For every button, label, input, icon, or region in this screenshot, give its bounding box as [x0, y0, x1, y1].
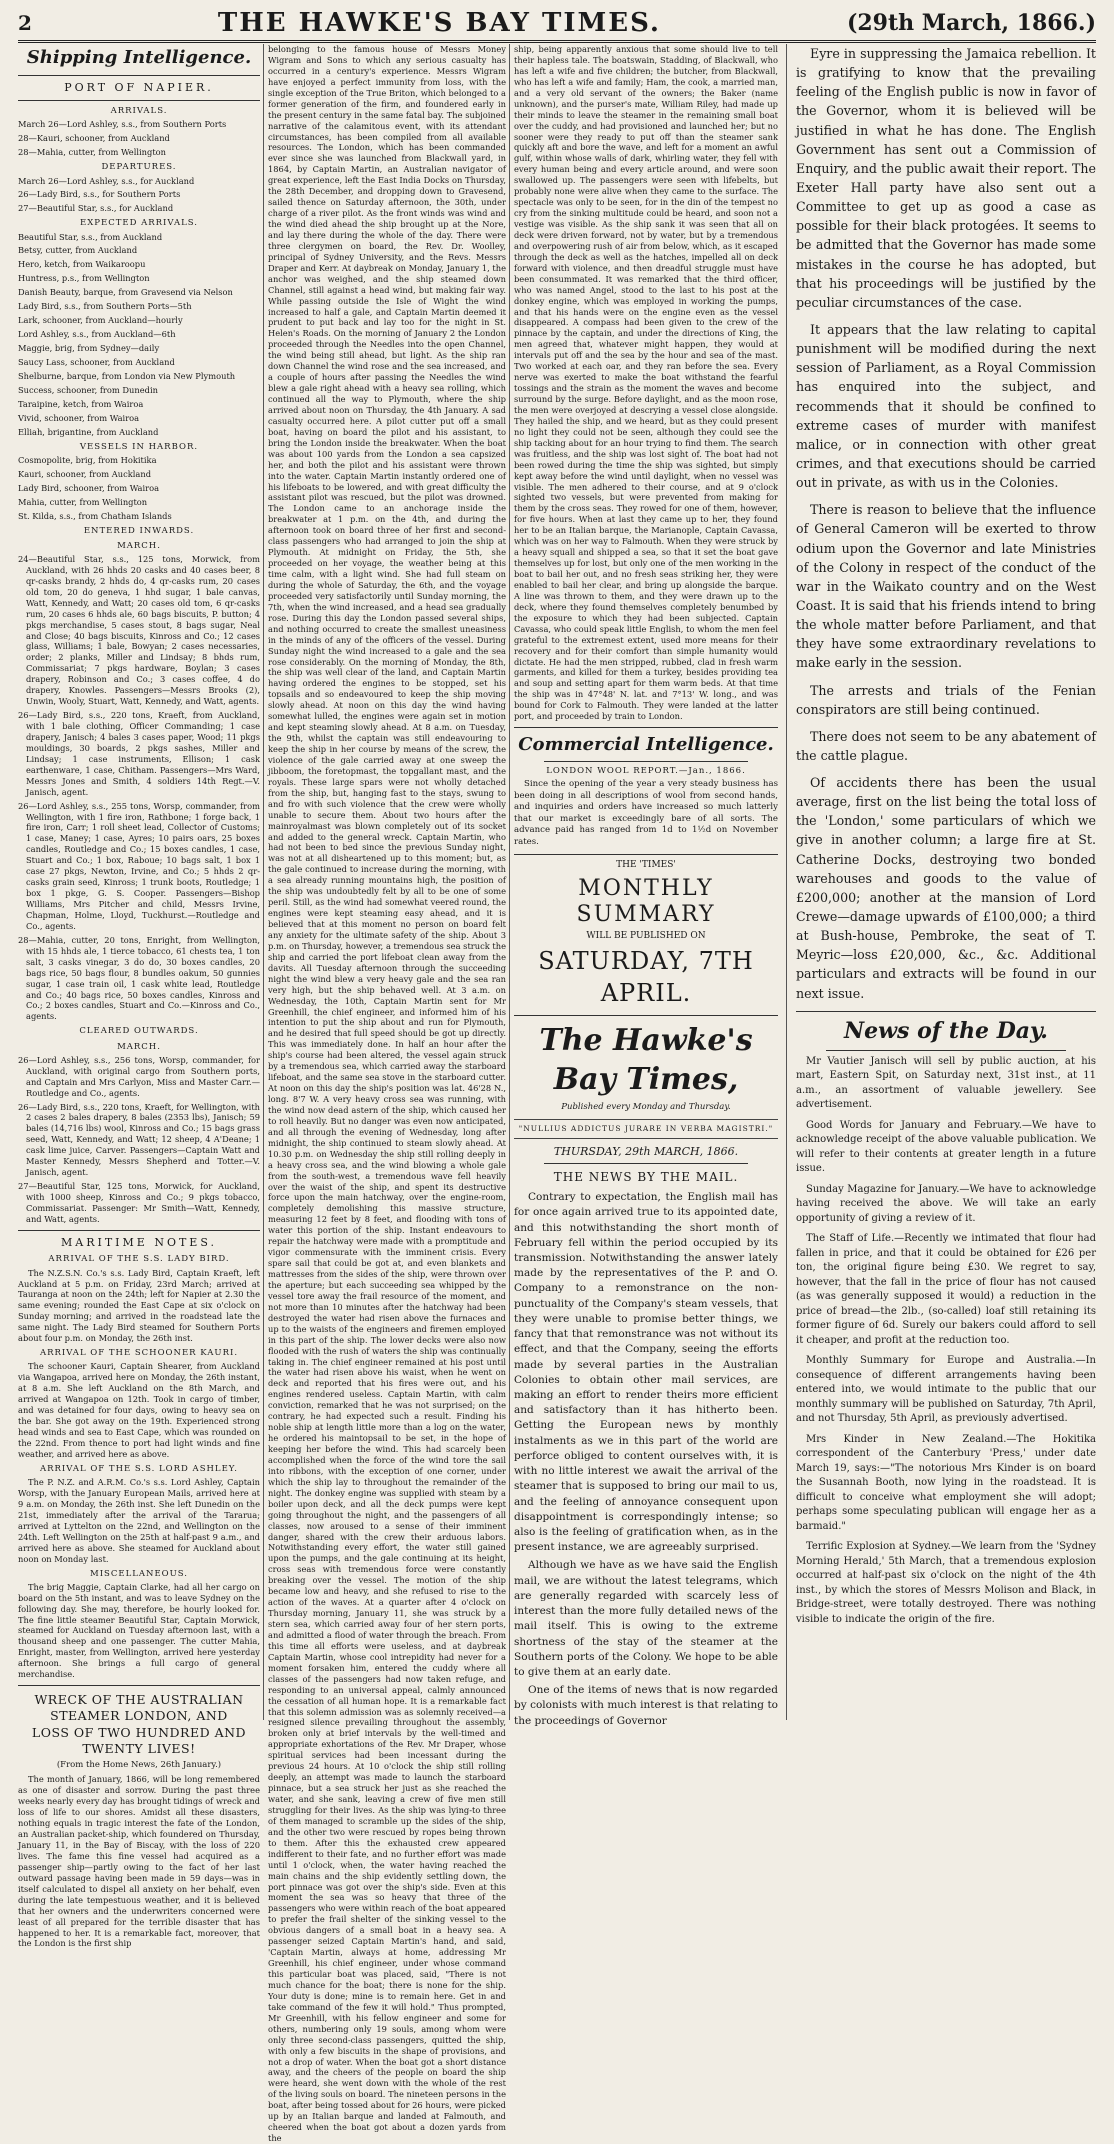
column-editorial	[514, 44, 778, 1727]
divider	[18, 100, 260, 101]
harbor-entry: Mahia, cutter, from Wellington	[18, 496, 148, 507]
divider	[514, 854, 778, 855]
wool-report	[514, 766, 778, 849]
news-item: Mrs Kinder in New Zealand.—The Hokitika correspondent of the Canterbury 'Press,' under date March 19, says:—"The notorious Mrs Kinder is on board the Susannah Booth, now lying in the roadstead. It is difficult to conceive what employment she will adopt; perhaps some speculating publican will engage her as a barmaid."	[796, 1433, 1096, 1532]
column-wreck-continued	[268, 44, 506, 2144]
wreck-continued-text: belonging to the famous house of Messrs Money Wigram and Sons to which any serious casualty has occurred in a century's experience. Messrs Wigram have enjoyed a perfect immunity from loss, with the single exception of the True Briton, which belonged to a former generation of the firm, and foundered early in the present century in the same fatal bay. The subjoined narrative of the calamitous event, with its attendant circumstances, has been compiled from all available resources. The London, which has been commanded ever since she was launched from Blackwall yard, in 1864, by Captain Martin, an Australian navigator of great experience, left the East India Docks on Thursday, the 28th December, and dropping down to Gravesend, sailed thence on Saturday afternoon, the 30th, under charge of a river pilot. As the front winds was wind and the wind died ahead the ship brought up at the Nore, and lay there during the whole of the day. There were three clergymen on board, the Rev. Dr. Woolley, principal of Sydney University, and the Revs. Messrs Draper and Kerr. At daybreak on Monday, January 1, the anchor was weighed, and the ship steamed down Channel, still against a head wind, but making fair way. While passing outside the Isle of Wight the wind increased to half a gale, and Captain Martin deemed it prudent to put back and lay too for the night in St. Helen's Roads. On the morning of January 2 the London proceeded through the Needles into the open Channel, the wind being still ahead, but light. As the ship ran down Channel the wind rose and the sea increased, and a couple of hours after passing the Needles the wind blew a gale right ahead with a heavy sea rolling, which continued all the way to Plymouth, where the ship arrived about noon on Thursday, the 4th January. A sad casualty occurred here. A pilot cutter put off a small boat, having on board the pilot and his assistant, to bring the London inside the breakwater. When the boat was about 100 yards from the London a sea capsized her, and both the pilot and his assistant were thrown into the water. Captain Martin instantly ordered one of his lifeboats to be lowered, and with great difficulty the assistant pilot was rescued, but the pilot was drowned. The London came to an anchorage inside the breakwater at 1 p.m. on the 4th, and during the afternoon took on board three of her first and second-class passengers who had arranged to join the ship at Plymouth. At midnight on Friday, the 5th, she proceeded on her voyage, the weather being at this time calm, with a light wind. She had full steam on during the whole of Saturday, the 6th, and the voyage proceeded very satisfactorily until Sunday morning, the 7th, when the wind increased, and a head sea gradually rose. During this day the London passed several ships, and nothing occurred to create the smallest uneasiness in the minds of any of the officers of the vessel. During Sunday night the wind increased to a gale and the sea rose considerably. On the morning of Monday, the 8th, the ship was well clear of the land, and Captain Martin having ordered the engines to be stopped, set his topsails and so endeavoured to keep the ship moving slowly ahead. At noon on this day the wind having somewhat lulled, the engines were again set in motion and kept steaming slowly ahead. At 8 a.m. on Tuesday, the 9th, whilst the captain was still endeavouring to keep the ship in her course by means of the screw, the violence of the gale carried away at one sweep the jibboom, the foretopmast, the topgallant mast, and the royals. These large spars were not wholly detached from the ship, but, hanging fast to the stays, swung to and fro with such violence that the crew were wholly unable to secure them. About two hours after the mainroyalmast was blown completely out of its socket and added to the general wreck. Captain Martin, who had not been to bed since the previous Sunday night, was not at all disheartened up to this moment; but, as the gale continued to increase during the morning, with a sea already running mountains high, the position of the ship was undoubtedly felt by all to be one of some peril. Still, as the wind had somewhat veered round, the engines were kept steaming easy ahead, and it is believed that at this moment no person on board felt any anxiety for the ultimate safety of the ship. About 3 p.m. on Thursday, however, a tremendous sea struck the ship and carried the port lifeboat clean away from the davits. All Tuesday afternoon through the succeeding night the wind blew a very heavy gale and the sea ran very high, but the ship behaved well. At 3 a.m. on Wednesday, the 10th, Captain Martin sent for Mr Greenhill, the chief engineer, and informed him of his intention to put the ship about and run for Plymouth, and he desired that full speed should be got up directly. This was immediately done. In half an hour after the ship's course had been altered, the vessel again struck by a tremendous sea, which carried away the starboard lifeboat, and the same sea stove in the starboard cutter. At noon on this day the ship's position was lat. 46'28 N., long. 8'7 W. A very heavy cross sea was running, with the wind now dead astern of the ship, which caused her to roll heavily. But no danger was even now anticipated, and all through the evening of Wednesday, long after midnight, the ship continued to steam slowly ahead. At 10.30 p.m. on Wednesday the ship still rolling deeply in a heavy cross sea, and the wind blowing a whole gale from the south-west, a tremendous wave fell heavily over the waist of the ship, and spent its destructive force upon the main hatchway, over the engine-room, completely demolishing this massive structure, measuring 12 feet by 8 feet, and flooding with tons of water this portion of the ship. Instant endeavours to repair the hatchway were made with a promptitude and vigor commensurate with the imminent crisis. Every spare sail that could be got at, and even blankets and mattresses from the sides of the ship, were thrown over the aperture; but each succeeding sea whipped by the vessel tore away the frail resource of the moment, and not more than 10 minutes after the hatchway had been destroyed the water had risen above the furnaces and up to the waists of the engineers and firemen employed in this part of the ship. The lower decks were also now flooded with the rush of waters the ship was continually taking in. The chief engineer remained at his post until the water had risen above his waist, when he went on deck and reported that his fires were out, and his engines rendered useless. Captain Martin, with calm conviction, remarked that he was not surprised; on the contrary, he had expected such a result. Finding his noble ship at length little more than a log on the water, he ordered his maintopsail to be set, in the hope of keeping her before the wind. This had scarcely been accomplished when the force of the wind tore the sail into ribbons, with the exception of one corner, under which the ship lay to throughout the remainder of the night. The donkey engine was supplied with steam by a boiler upon deck, and all the deck pumps were kept going throughout the night, and the passengers of all classes, now aroused to a sense of their imminent danger, shared with the crew their arduous labors. Notwithstanding every effort, the water still gained upon the pumps, and the gale continuing at its height, cross seas with tremendous force were constantly breaking over the vessel. The motion of the ship became low and heavy, and she refused to rise to the action of the waves. At a quarter after 4 o'clock on Thursday morning, January 11, she was struck by a stern sea, which carried away four of her stern ports, and admitted a flood of water through the breach. From this time all efforts were useless, and at daybreak Captain Martin, whose cool intrepidity had never for a moment forsaken him, entered the cuddy where all classes of the passengers had now taken refuge, and responding to an universal appeal, calmly announced the cessation of all human hope. It is a remarkable fact that this solemn admission was as solemnly received—a resigned silence prevailing throughout the assembly, broken only at brief intervals by the well-timed and appropriate exhortations of the Rev. Mr Draper, whose spiritual services had been incessant during the previous 24 hours. At 10 o'clock the ship still rolling deeply, an attempt was made to launch the starboard pinnace, but a sea struck her just as she reached the water, and she sank, leaving a crew of five men still struggling for their lives. As the ship was lying-to three of them managed to scramble up the sides of the ship, and the other two were rescued by ropes being thrown to them. After this the exhausted crew appeared indifferent to their fate, and no further effort was made until 1 o'clock, when, the water having reached the main chains and the ship evidently settling down, the port pinnace was got over the ship's side. Even at this moment the sea was so heavy that three of the passengers who were within reach of the boat appeared to prefer the frail shelter of the sinking vessel to the obvious dangers of a small boat in a heavy sea. A passenger seized Captain Martin's hand, and said, 'Captain Martin, always at home, addressing Mr Greenhill, his chief engineer, under whose command this particular boat was placed, said, "There is not much chance for the boat; there is none for the ship. Your duty is done; mine is to remain here. Get in and take command of the few it will hold." Thus prompted, Mr Greenhill, with his fellow engineer and some for others, numbering only 19 souls, among whom were only three second-class passengers, quitted the ship, with only a few biscuits in the shape of provisions, and not a drop of water. When the boat got a short distance away, and the cheers of the people on board the ship were heard, she went down with the whole of the rest of the living souls on board. The nineteen persons in the boat, after being tossed about for 26 hours, were picked up by an Italian barque and landed at Falmouth, and cheered when the boat got about a dozen yards from the	[268, 44, 506, 2144]
shipping-heading: Shipping Intelligence.	[26, 47, 252, 68]
expected-entry: Vivid, schooner, from Wairoa	[18, 412, 140, 423]
leader-paragraph: The arrests and trials of the Fenian conspirators are still being continued.	[796, 682, 1096, 717]
port-heading: PORT OF NAPIER.	[64, 80, 214, 94]
editorial-dateline: THURSDAY, 29th MARCH, 1866.	[553, 1144, 739, 1158]
arrival-entry: 28—Mahia, cutter, from Wellington	[18, 147, 166, 158]
lady-bird-text: The N.Z.S.N. Co.'s s.s. Lady Bird, Captain Kraeft, left Auckland at 5 p.m. on Friday, 23rd March; arrived at Tauranga at noon on the 24th; left for Napier at 2.30 the same evening; rounded the East Cape at six o'clock on Sunday morning; and arrived in the roadstead late the same night. The Lady Bird steamed for Southern Ports about four p.m. on Monday, the 26th inst.	[18, 1267, 260, 1344]
leader-article	[796, 44, 1096, 1003]
column-rule	[509, 44, 510, 1720]
entered-heading: ENTERED INWARDS.	[83, 525, 195, 536]
news-item: Good Words for January and February.—We have to acknowledge receipt of the above valuable publication. We will refer to their contents at greater length in a future issue.	[796, 1119, 1096, 1175]
cleared-month: MARCH.	[117, 1041, 161, 1052]
harbor-entry: Kauri, schooner, from Auckland	[18, 468, 152, 479]
maritime-heading: MARITIME NOTES.	[61, 1235, 217, 1249]
expected-entry: Huntress, p.s., from Wellington	[18, 273, 150, 284]
wool-report-text: Since the opening of the year a very steady business has been doing in all descriptions of wool from second hands, and inquiries and orders have increased so much latterly that our market is exceedingly bare of all sorts. The advance paid has ranged from 1d to 1½d on November rates.	[514, 779, 778, 848]
harbor-entry: Lady Bird, schooner, from Wairoa	[18, 482, 160, 493]
departure-entry: March 26—Lord Ashley, s.s., for Auckland	[18, 175, 195, 186]
news-item: Monthly Summary for Europe and Australia.—In consequence of different arrangements having been entered into, we would intimate to the public that our monthly summary will be published on Saturday, 7th April, and not Thursday, 5th April, as previously advertised.	[796, 1355, 1096, 1425]
advert-summary: MONTHLY SUMMARY	[576, 875, 716, 927]
expected-entry: Shelburne, barque, from London via New Plymouth	[18, 370, 236, 381]
lady-bird-heading: ARRIVAL OF THE S.S. LADY BIRD.	[48, 1254, 230, 1265]
leader-paragraph: Of accidents there has been the usual average, first on the list being the total loss of the 'London,' some particulars of which we give in another column; a large fire at St. Catherine Docks, destroying two bonded warehouses and goods to the value of £200,000; another at the mansion of Lord Crewe—damage upwards of £100,000; a third at Bush-house, Pembroke, the seat of T. Meyric—loss £20,000, &c., &c. Additional particulars and extracts will be found in our next issue.	[796, 775, 1096, 1001]
cleared-entry: 26—Lady Bird, s.s., 220 tons, Kraeft, for Wellington, with 2 cases 2 bales drapery, 8 bales (2353 lbs), Janisch; 59 bales (14,716 lbs) wool, Kinross and Co.; 15 bags grass seed, Watt, Kennedy, and Watt; 12 sheep, 4 A'Deane; 1 cask lime juice, Carver. Passengers—Captain Watt and Master Kennedy, Messrs Shepherd and Totter.—V. Janisch, agent.	[18, 1101, 260, 1178]
wreck-conclusion-text: ship, being apparently anxious that some should live to tell their hapless tale. The boatswain, Stadding, of Blackwall, who has left a wife and five children; the butcher, from Blackwall, who has left a wife and family; Ham, the cook, a married man, and a very old servant of the owners; the Baker (name unknown), and the purser's mate, William Riley, had made up their minds to leave the steamer in the remaining small boat over the cuddy, and had provisioned and launched her; but no sooner were they ready to put off than the steamer sank quickly aft and bore the wave, and left for a moment an awful gulf, within whose walls of dark, whirling water, they fell with every human being and every article around, and were soon swallowed up. The passengers were seen with lifebelts, but probably none were alive when they came to the surface. The spectacle was only to be seen, for in the din of the tempest no cry from the sinking multitude could be heard, and soon not a vestige was visible. As the ship sank it was seen that all on deck were driven forward, not by water, but by a tremendous and overpowering rush of air from below, which, as it escaped through the deck as well as the hatches, impelled all on deck forward with violence, and then dreadful struggle must have been consummated. It was remarked that the third officer, who was named Angel, stood to the last to his post at the donkey engine, which was employed in working the pumps, and that his hands were on the engine even as the vessel disappeared. A compass had been given to the crew of the pinnace by the captain, and under the directions of King, the men agreed that, whatever might happen, they would at intervals put off and the sea by the hour and sea of the mast. Two worked at each oar, and they ran before the sea. Every nerve was exerted to make the boat withstand the fearful tossings and the strain as the moment the waves and become surround by the surge. Before daylight, and as the moon rose, the men were overjoyed at descrying a vessel close alongside. They hailed the ship, and we heard, but as they could present no light they could not be seen, although they could see the ship tacking about for an hour trying to find them. The search was fruitless, and the ship was lost sight of. The boat had not been rowed during the time the ship was sighted, but simply kept away before the wind until daylight, when no vessel was visible. The men adhered to their course, and at 9 o'clock sighted two vessels, but were prevented from making for them by the cross seas. They rowed for one of them, however, for five hours. When at last they came up to her, they found her to be an Italian barque, the Marianople, Captain Cavassa, which was on her way to Falmouth. When they were struck by a heavy squall and shipped a sea, so that it set the boat gave themselves up for lost, but only one of the men working in the boat to bail her out, and no fresh seas striking her, they were enabled to bail her clear, and bring up alongside the barque. A line was thrown to them, and they were drawn up to the deck, where they found themselves completely benumbed by the exposure to which they had been subjected. Captain Cavassa, who could speak little English, to whom the men feel grateful to the extremest extent, used more means for their recovery and for their comfort than simple humanity would dictate. He had the men stripped, rubbed, clad in fresh warm garments, and killed for them a turkey, besides providing tea and soup and setting apart for them warm beds. At that time the ship was in 47°48' N. lat. and 7°13' W. long., and was bound for Cork to Falmouth. They were landed at the latter port, and proceeded by train to London.	[514, 44, 778, 722]
motto: "NULLIUS ADDICTUS JURARE IN VERBA MAGISTRI."	[514, 1119, 778, 1139]
departures-heading: DEPARTURES.	[101, 162, 177, 173]
cleared-entry: 26—Lord Ashley, s.s., 256 tons, Worsp, commander, for Auckland, with original cargo from Southern ports, and Captain and Mrs Carlyon, Miss and Master Carr.—Routledge and Co., agents.	[18, 1054, 260, 1098]
news-of-day-list	[796, 1055, 1096, 1628]
news-by-mail-heading: THE NEWS BY THE MAIL.	[553, 1170, 739, 1185]
divider	[18, 1685, 260, 1686]
expected-entry: Danish Beauty, barque, from Gravesend via Nelson	[18, 287, 233, 298]
expected-entry: Betsy, cutter, from Auckland	[18, 245, 138, 256]
column-rule	[786, 44, 787, 1720]
wreck-heading-line-2: LOSS OF TWO HUNDRED AND TWENTY LIVES!	[31, 1724, 247, 1756]
news-item: Mr Vautier Janisch will sell by public auction, at his mart, Eastern Spit, on Saturday next, 31st inst., at 11 a.m., an assortment of valuable jewellery. See advertisement.	[796, 1055, 1096, 1111]
expected-entry: Lord Ashley, s.s., from Auckland—6th	[18, 329, 176, 340]
expected-entry: Saucy Lass, schooner, from Auckland	[18, 356, 175, 367]
cleared-heading: CLEARED OUTWARDS.	[79, 1026, 199, 1037]
wreck-heading-line-1: WRECK OF THE AUSTRALIAN STEAMER LONDON, AND	[34, 1692, 244, 1724]
ashley-text: The P. N.Z. and A.R.M. Co.'s s.s. Lord Ashley, Captain Worsp, with the January European Mails, arrived here at 9 a.m. on Monday, the 26th inst. She left Dunedin on the 21st, immediately after the arrival of the Tararua; arrived at Lyttelton on the 22nd, and Wellington on the 24th. Left Wellington on the 25th at half-past 9 a.m., and arrived here as above. She steamed for Auckland about noon on Monday last.	[18, 1477, 260, 1564]
entered-entry: 26—Lord Ashley, s.s., 255 tons, Worsp, commander, from Wellington, with 1 fire iron, Rathbone; 1 forge back, 1 fire iron, Carr; 1 roll sheet lead, Collector of Customs; 1 case, Maney; 1 case, Ayres; 10 pairs oars, 25 boxes candles, Routledge and Co.; 15 boxes candles, 1 case, Stuart and Co.; 1 box, Raboue; 10 bags salt, 1 box 1 case 27 pkgs, Newton, Irvine, and Co.; 5 hhds 2 qr-casks grain seed, Kinross; 1 trunk boots, Routledge; 1 box 1 pkge, G. S. Cooper. Passengers—Bishop Williams, Mrs Pitcher and child, Messrs Irvine, Chapman, Holme, Lloyd, Tuckhurst.—Routledge and Co., agents.	[18, 800, 260, 931]
arrival-entry: 28—Kauri, schooner, from Auckland	[18, 133, 170, 144]
harbor-entry: Cosmopolite, brig, from Hokitika	[18, 454, 157, 465]
expected-entry: Hero, ketch, from Waikaroopu	[18, 259, 146, 270]
expected-entry: Success, schooner, from Dunedin	[18, 384, 158, 395]
leader-paragraph: There does not seem to be any abatement of the cattle plague.	[796, 728, 1096, 763]
divider	[544, 761, 748, 762]
leader-paragraph: It appears that the law relating to capital punishment will be modified during the next session of Parliament, as a Royal Commission has enquired into the subject, and recommends that it should be confined to extreme cases of murder with manifest malice, or in connection with other great crimes, and that executions should be carried out in private, as with us in the Colonies.	[796, 321, 1096, 491]
issue-date: (29th March, 1866.)	[846, 10, 1096, 36]
expected-entry: Lady Bird, s.s., from Southern Ports—5th	[18, 301, 192, 312]
advert-published: WILL BE PUBLISHED ON	[586, 931, 706, 942]
expected-entry: Elliah, brigantine, from Auckland	[18, 426, 159, 437]
divider	[796, 1011, 1096, 1012]
advert-times: THE 'TIMES'	[616, 859, 676, 870]
nameplate: The Hawke's Bay Times,	[539, 1022, 753, 1098]
departure-entry: 27—Beautiful Star, s.s., for Auckland	[18, 203, 174, 214]
divider	[826, 1050, 1066, 1051]
newspaper-title: THE HAWKE'S BAY TIMES.	[217, 8, 661, 38]
harbor-heading: VESSELS IN HARBOR.	[79, 441, 199, 452]
kauri-text: The schooner Kauri, Captain Shearer, from Auckland via Wangapoa, arrived here on Monday, the 26th instant, at 8 a.m. She left Auckland on the 8th March, and arrived at Wangapoa on 12th. Took in cargo of timber, and was detained for four days, owing to heavy sea on the bar. She got away on the 19th. Experienced strong head winds and sea to East Cape, which was rounded on the 22nd. From thence to port had light winds and fine weather, and arrived here as above.	[18, 1361, 260, 1459]
misc-heading: MISCELLANEOUS.	[89, 1568, 189, 1579]
arrival-entry: March 26—Lord Ashley, s.s., from Southern Ports	[18, 119, 227, 130]
entered-entry: 28—Mahia, cutter, 20 tons, Enright, from Wellington, with 15 hhds ale, 1 tierce tobacco, 61 chests tea, 1 ton salt, 3 casks vinegar, 3 do do, 30 boxes candles, 20 bags rice, 50 bags flour, 8 bundles oakum, 50 gunnies sugar, 1 case train oil, 1 cask white lead, Routledge and Co.; 40 bags rice, 50 boxes candles, Kinross and Co.; 2 boxes candles, Stuart and Co.—Kinross and Co., agents.	[18, 934, 260, 1022]
column-rule	[263, 44, 264, 1720]
wool-report-heading: LONDON WOOL REPORT.—Jan., 1866.	[546, 765, 746, 776]
wreck-heading	[18, 1692, 260, 1757]
divider	[514, 1015, 778, 1016]
arrivals-heading: ARRIVALS.	[110, 106, 168, 117]
publication-schedule: Published every Monday and Thursday.	[561, 1101, 731, 1112]
ashley-heading: ARRIVAL OF THE S.S. LORD ASHLEY.	[39, 1463, 238, 1474]
misc-text: The brig Maggie, Captain Clarke, had all her cargo on board on the 5th instant, and was to leave Sydney on the following day. She may, therefore, be hourly looked for. The fine little steamer Beautiful Star, Captain Morwick, steamed for Auckland on Tuesday afternoon last, with a thousand sheep and one passenger. The cutter Mahia, Enright, master, from Wellington, arrived here yesterday afternoon. She brings a full cargo of general merchandise.	[18, 1581, 260, 1680]
departure-entry: 26—Lady Bird, s.s., for Southern Ports	[18, 189, 181, 200]
expected-entry: Maggie, brig, from Sydney—daily	[18, 343, 160, 354]
divider	[18, 1230, 260, 1231]
divider	[514, 727, 778, 728]
entered-month: MARCH.	[117, 540, 161, 551]
news-of-day-heading: News of the Day.	[844, 1017, 1048, 1044]
page-number: 2	[18, 11, 32, 35]
news-paragraph: One of the items of news that is now regarded by colonists with much interest is that relating to the proceedings of Governor	[514, 1684, 778, 1727]
news-item: Terrific Explosion at Sydney.—We learn from the 'Sydney Morning Herald,' 5th March, that a tremendous explosion occurred at half-past six o'clock on the night of the 4th inst., by which the stores of Messrs Molison and Black, in Bridge-street, were totally destroyed. There was nothing visible to indicate the origin of the fire.	[796, 1541, 1096, 1625]
harbor-entry: St. Kilda, s.s., from Chatham Islands	[18, 510, 172, 521]
leader-paragraph: There is reason to believe that the influence of General Cameron will be exerted to throw odium upon the Governor and late Ministries of the Colony in respect of the conduct of the war in the Waikato country and on the West Coast. It is said that his friends intend to bring the whole matter before Parliament, and that they have some extraordinary revelations to make early in the session.	[796, 502, 1096, 671]
wreck-source: (From the Home News, 26th January.)	[56, 1760, 222, 1771]
news-item: Sunday Magazine for January.—We have to acknowledge having received the above. We will take an early opportunity of giving a review of it.	[796, 1183, 1096, 1224]
expected-entry: Beautiful Star, s.s., from Auckland	[18, 231, 163, 242]
expected-entry: Taraipine, ketch, from Wairoa	[18, 398, 144, 409]
news-by-mail-article	[514, 1190, 778, 1729]
expected-heading: EXPECTED ARRIVALS.	[80, 218, 198, 229]
divider	[18, 75, 260, 76]
news-paragraph: Although we have as we have said the English mail, we are without the latest telegrams, which are generally regarded with scarcely less of interest than the more fully detailed news of the mail itself. This is owing to the extreme shortness of the stay of the steamer at the Southern ports of the Colony. We hope to be able to give them at an early date.	[514, 1559, 778, 1678]
cleared-entry: 27—Beautiful Star, 125 tons, Morwick, for Auckland, with 1000 sheep, Kinross and Co.; 9 pkgs tobacco, Commissariat. Passenger: Mr Smith—Watt, Kennedy, and Watt, agents.	[18, 1181, 260, 1224]
entered-entry: 24—Beautiful Star, s.s., 125 tons, Morwick, from Auckland, with 26 hhds 20 casks and 40 cases beer, 8 qr-casks brandy, 2 hhds do, 4 qr-casks rum, 20 cases old tom, 20 do geneva, 1 hhd sugar, 1 bale canvas, Watt, Kennedy, and Watt; 20 cases old tom, 6 qr-casks rum, 20 cases 6 hhds ale, 60 bags biscuits, P. button; 4 pkgs merchandise, 5 cases stout, 8 bags sugar, Neal and Close; 40 bags biscuits, Kinross and Co.; 12 cases glass, Williams; 1 bale, Bowyan; 2 cases necessaries, order; 2 planks, Miller and Lindsay; 8 bhds rum, Commissariat; 7 pkgs hardware, Boylan; 3 cases drapery, Robinson and Co.; 3 cases coffee, 4 do drapery, Knowles. Passengers—Messrs Brooks (2), Unwin, Wooly, Stuart, Watt, Kennedy, and Watt, agents.	[18, 553, 260, 707]
running-header	[18, 6, 1096, 43]
news-paragraph: Contrary to expectation, the English mail has for once again arrived true to its appointed date, and this notwithstanding the short month of February fell within the period occupied by its transmission. Notwithstanding the answer lately made by the representatives of the P. and O. Company to a remonstrance on the non-punctuality of the Company's steam vessels, that they were unable to promise better things, we fancy that that remonstrance was not without its effect, and that the Company, seeing the efforts made by several parties in the Australian Colonies to obtain other mail services, are making an effort to render theirs more efficient and satisfactory than it has hitherto been. Getting the European news by monthly instalments as we in this part of the world are perforce obliged to content ourselves with, it is with no little interest we await the arrival of the steamer that is supposed to bring our mail to us, and the feeling of annoyance consequent upon disappointment is correspondingly intense; so also is the feeling of gratification when, as in the present instance, we are agreeably surprised.	[514, 1191, 778, 1554]
news-item: The Staff of Life.—Recently we intimated that flour had fallen in price, and that it could be obtained for £26 per ton, the original figure being £30. We regret to say, however, that the fall in the price of flour has not caused (as was generally supposed it would) a reduction in the price of bread—the 2lb., (so-called) loaf still retaining its former figure of 6d. Surely our bakers could afford to sell it cheaper, and profit at the reduction too.	[796, 1233, 1096, 1346]
expected-entry: Lark, schooner, from Auckland—hourly	[18, 315, 183, 326]
commercial-heading: Commercial Intelligence.	[518, 734, 774, 756]
kauri-heading: ARRIVAL OF THE SCHOONER KAURI.	[39, 1348, 239, 1359]
column-shipping	[18, 44, 260, 1949]
wreck-text: The month of January, 1866, will be long remembered as one of disaster and sorrow. During the past three weeks nearly every day has brought tidings of wreck and loss of life to our shores. Amidst all these disasters, nothing equals in tragic interest the fate of the London, an Australian packet-ship, which foundered on Thursday, January 11, in the Bay of Biscay, with the loss of 220 lives. The fame this fine vessel had acquired as a passenger ship—partly owing to the fact of her last outward passage having been made in 59 days—was in itself calculated to dispel all anxiety on her behalf, even during the late tempestuous weather, and it is believed that her owners and the underwriters concerned were least of all prepared for the terrible disaster that has happened to her. It is a remarkable fact, moreover, that the London is the first ship	[18, 1774, 260, 1949]
column-leader	[796, 44, 1096, 1720]
entered-entry: 26—Lady Bird, s.s., 220 tons, Kraeft, from Auckland, with 1 bale clothing, Officer Commanding; 1 case drapery, Janisch; 4 bales 3 cases paper, Wood; 11 pkgs mouldings, 30 boards, 2 pkgs sashes, Miller and Lindsay; 1 case instruments, Ellison; 1 cask earthenware, 1 case, Chitham. Passengers—Mrs Ward, Messrs Jones and Smith, 4 soldiers 14th Regt.—V. Janisch, agent.	[18, 710, 260, 797]
leader-paragraph: Eyre in suppressing the Jamaica rebellion. It is gratifying to know that the prevailing feeling of the English public is now in favor of the Governor, whom it is believed will be justified in what he has done. The English Government has sent out a Commission of Enquiry, and the public await their report. The Exeter Hall party have also sent out a Committee to get up as good a case as possible for their black protogées. It seems to be admitted that the Governor has made some mistakes in the course he has adopted, but that his proceedings will be justified by the peculiar circumstances of the case.	[796, 46, 1096, 310]
divider	[544, 1163, 748, 1164]
advert-date: SATURDAY, 7TH APRIL.	[538, 947, 754, 1007]
